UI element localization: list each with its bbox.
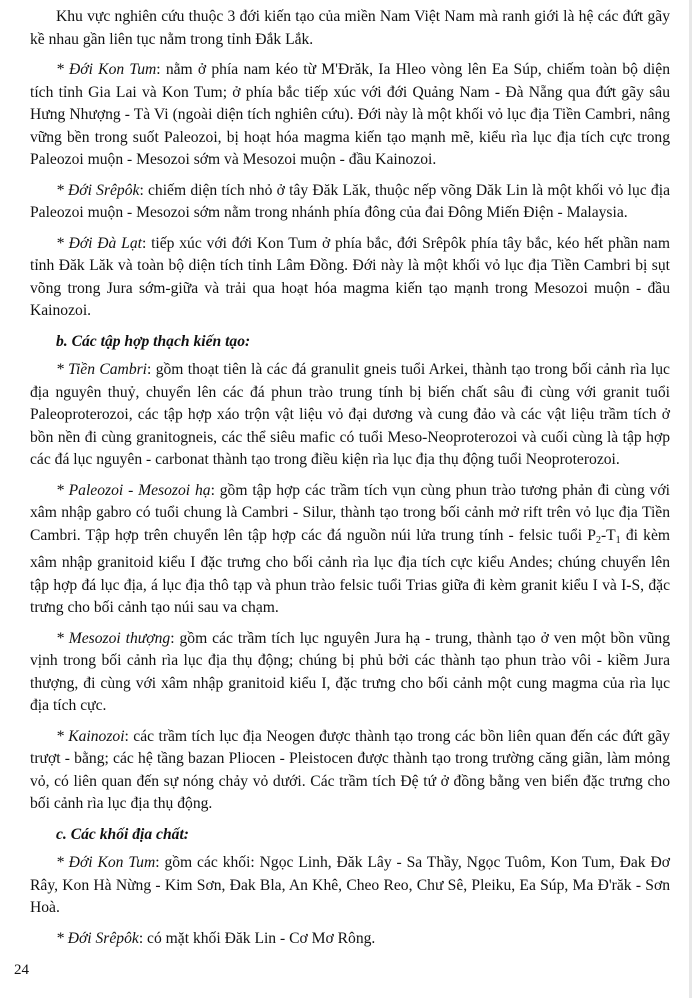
zone-srepok <box>30 180 670 225</box>
assemblage-text: -T <box>600 526 616 544</box>
block-term: * Đới Kon Tum <box>56 854 156 871</box>
section-heading-b: b. Các tập hợp thạch kiến tạo: <box>56 332 251 350</box>
block-kon-tum <box>30 852 670 920</box>
assemblage-cenozoic <box>30 726 670 816</box>
document-page <box>30 6 670 958</box>
assemblage-term: * Mesozoi thượng <box>56 629 171 647</box>
assemblage-text: : gồm tập hợp các trầm tích vụn cùng phun trào tương phản đi cùng với xâm nhập gabro có tuổi chung là Cambri - Silur, thành tạo trong bối cảnh mở rift trên vỏ lục địa Tiền Cambri. Tập hợp trên chuyển lên tập hợp các đá nguồn núi lửa trung tính - felsic tuổi P <box>30 481 670 544</box>
assemblage-term: * Paleozoi - Mesozoi hạ <box>56 481 211 499</box>
block-text: : có mặt khối Đăk Lin - Cơ Mơ Rông. <box>138 929 376 947</box>
assemblage-term: * Kainozoi <box>56 727 125 745</box>
zone-da-lat <box>30 233 670 323</box>
assemblage-term: * Tiền Cambri <box>56 361 148 378</box>
subscript: 1 <box>615 534 621 546</box>
assemblage-upper-mesozoic <box>30 628 670 718</box>
assemblage-text: đi kèm xâm nhập granitoid kiểu I đặc trưng cho bối cảnh rìa lục địa tích cực kiểu Andes; chúng chuyển lên tập hợp đá lục địa, á lục địa thô tạp và phun trào felsic tuổi Trias giữa đi kèm granit kiểu I và I-S, đặc trưng cho bối cảnh tạo núi sau va chạm. <box>30 526 670 616</box>
block-srepok <box>30 928 670 951</box>
assemblage-text: : các trầm tích lục địa Neogen được thành tạo trong các bồn liên quan đến các đứt gãy trượt - bằng; các hệ tầng bazan Pliocen - Pleistocen được thành tạo trong trường căng giãn, làm mỏng vỏ, có liên quan đến sự nóng chảy vỏ dưới. Các trầm tích Đệ tứ ở đồng bằng ven biển đặc trưng cho bối cảnh rìa lục địa thụ động. <box>30 727 670 812</box>
zone-text: : chiếm diện tích nhỏ ở tây Đăk Lăk, thuộc nếp võng Dăk Lin là một khối vỏ lục địa Paleozoi muộn - Mesozoi sớm nằm trong nhánh phía đông của đai Đông Miến Điện - Malaysia. <box>30 181 670 221</box>
assemblage-text: : gồm các trầm tích lục nguyên Jura hạ - trung, thành tạo ở ven một bồn vũng vịnh trong bối cảnh rìa lục địa thụ động; chúng bị phủ bởi các thành tạo phun trào vôi - kiềm Jura thượng, đi cùng với xâm nhập granitoid kiểu I, đặc trưng cho bối cảnh một cung magma của rìa lục địa tích cực. <box>30 629 670 714</box>
zone-term: * Đới Đà Lạt <box>56 234 142 252</box>
subscript: 2 <box>595 534 601 546</box>
zone-text: : tiếp xúc với đới Kon Tum ở phía bắc, đới Srêpôk phía tây bắc, kéo hết phần nam tỉnh Đăk Lăk và toàn bộ diện tích tỉnh Lâm Đồng. Đới này là một khối vỏ lục địa Tiền Cambri bị sụt võng trong Jura sớm-giữa và trải qua hoạt hóa magma kiến tạo mạnh trong Mesozoi muộn - đầu Kainozoi. <box>30 234 670 319</box>
block-term: * Đới Srêpôk <box>56 929 139 947</box>
intro-paragraph: Khu vực nghiên cứu thuộc 3 đới kiến tạo của miền Nam Việt Nam mà ranh giới là hệ các đứt gãy kề nhau gần liên tục nằm trong tỉnh Đắk Lắk. <box>30 8 670 48</box>
assemblage-text: : gồm thoạt tiên là các đá granulit gneis tuổi Arkei, thành tạo trong bối cảnh rìa lục địa nguyên thuỷ, chuyển lên các đá phun trào trung tính bị biến chất sâu đi cùng với granit tuổi Paleoproterozoi, các tập hợp xáo trộn vật liệu vỏ đại dương và cung đảo và các vật liệu trầm tích ở bồn nền đi cùng granitogneis, các thể siêu mafic có tuổi Meso-Neoproterozoi và cuối cùng là tập hợp các đá lục nguyên - carbonat thành tạo trong điều kiện rìa lục địa thụ động tuổi Neoproterozoi. <box>30 361 670 468</box>
zone-term: * Đới Kon Tum <box>56 61 157 78</box>
assemblage-precambrian <box>30 359 670 472</box>
section-heading-c: c. Các khối địa chất: <box>56 825 189 843</box>
block-text: : gồm các khối: Ngọc Linh, Đăk Lây - Sa Thầy, Ngọc Tuôm, Kon Tum, Đak Đơ Rây, Kon Hà Nừng - Kim Sơn, Đak Bla, An Khê, Cheo Reo, Chư Sê, Pleiku, Ea Súp, Ma Đ'răk - Sơn Hoà. <box>30 854 670 916</box>
page-number: 24 <box>14 962 29 978</box>
zone-text: : nằm ở phía nam kéo từ M'Đrăk, Ia Hleo vòng lên Ea Súp, chiếm toàn bộ diện tích tỉnh Gia Lai và Kon Tum; ở phía bắc tiếp xúc với đới Quảng Nam - Đà Nẵng qua đứt gãy sâu Hưng Nhượng - Tà Vi (ngoài diện tích nghiên cứu). Đới này là một khối vỏ lục địa Tiền Cambri, nâng vững bền trong suốt Paleozoi, bị hoạt hóa magma kiến tạo mạnh mẽ, kiểu rìa lục địa tích cực trong Paleozoi muộn - Mesozoi sớm và Mesozoi muộn - đầu Kainozoi. <box>30 61 670 168</box>
assemblage-paleozoic-lower-mesozoic <box>30 480 670 620</box>
zone-kon-tum <box>30 59 670 172</box>
zone-term: * Đới Srêpôk <box>56 181 140 199</box>
